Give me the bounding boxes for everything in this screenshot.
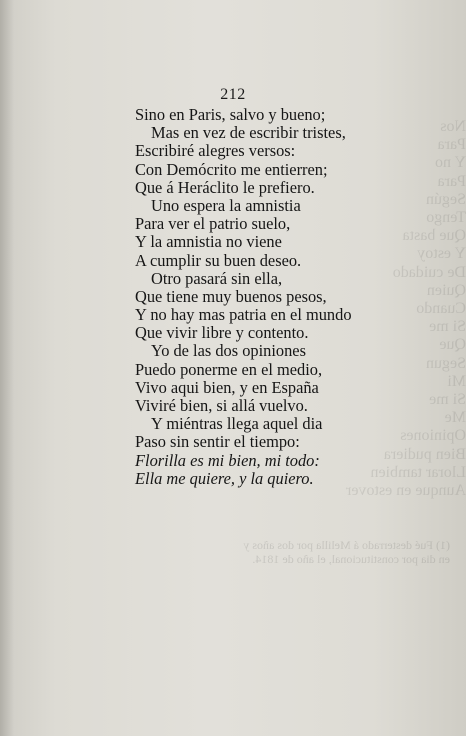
verse: Uno espera la amnistia	[151, 195, 301, 215]
verse: Otro pasará sin ella,	[151, 268, 283, 288]
verse: Para ver el patrio suelo,	[135, 214, 291, 234]
verse: Paso sin sentir el tiempo:	[135, 432, 300, 452]
verse: Y no hay mas patria en el mundo	[135, 305, 352, 325]
verse: Mas en vez de escribir tristes,	[151, 123, 346, 143]
show-through-footnote: (1) Fué desterrado á Melilla por dos años y en dia por constitucional, el año de 1814.	[243, 538, 450, 566]
show-through-text: Nos Para Y no Para Según Tengo Que basta Y estoy De cuidado Quien Cuando Si me Que Segun Mi Si me Me Opiniones Bien pudiera Llorar tambien Aunque en estover	[346, 118, 466, 500]
verse-italic: Ella me quiere, y la quiero.	[135, 468, 314, 488]
verse: Yo de las dos opiniones	[151, 341, 306, 361]
verse: Viviré bien, si allá vuelvo.	[135, 396, 308, 415]
verse: Que tiene muy buenos pesos,	[135, 286, 327, 306]
page-number: 212	[220, 86, 246, 103]
verse: Vivo aqui bien, y en España	[135, 377, 319, 397]
verse: Que vivir libre y contento.	[135, 323, 309, 343]
verse: Sino en Paris, salvo y bueno;	[135, 105, 326, 124]
verse: Escribiré alegres versos:	[135, 141, 296, 161]
verse: Que á Heráclito le prefiero.	[135, 177, 315, 197]
spine-shadow	[0, 0, 14, 736]
verse: Y la amnistia no viene	[135, 232, 282, 252]
verse: A cumplir su buen deseo.	[135, 250, 302, 270]
verse: Puedo ponerme en el medio,	[135, 359, 323, 379]
verse: Con Demócrito me entierren;	[135, 159, 328, 179]
poem	[135, 106, 435, 488]
verse: Y miéntras llega aquel dia	[151, 414, 323, 434]
verse-italic: Florilla es mi bien, mi todo:	[135, 450, 320, 470]
